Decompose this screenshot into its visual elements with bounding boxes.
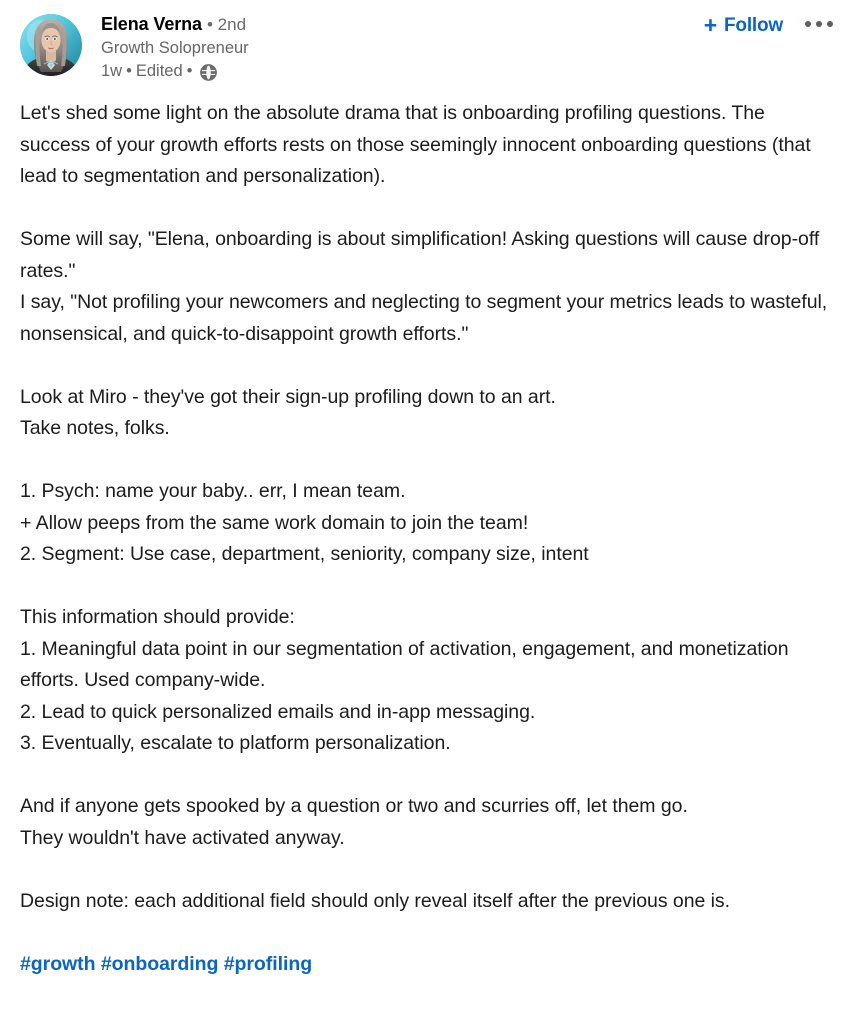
- header-actions: [704, 11, 839, 37]
- post-paragraph: Look at Miro - they've got their sign-up profiling down to an art.: [20, 385, 556, 408]
- post-content: [0, 98, 857, 980]
- ellipsis-dot: [805, 21, 811, 27]
- follow-button[interactable]: [703, 12, 783, 38]
- paragraph-spacer: [20, 854, 837, 886]
- author-name-line: [101, 13, 704, 36]
- post-list-item: 1. Meaningful data point in our segmentation of activation, engagement, and monetization efforts. Used company-wide.: [20, 637, 789, 691]
- more-options-button[interactable]: [803, 15, 835, 33]
- avatar[interactable]: [20, 14, 82, 76]
- paragraph-spacer: [20, 571, 837, 603]
- post-hashtags[interactable]: #growth #onboarding #profiling: [20, 952, 313, 975]
- paragraph-spacer: [20, 917, 837, 949]
- post-list-item: + Allow peeps from the same work domain to join the team!: [20, 511, 529, 534]
- post-paragraph: Some will say, "Elena, onboarding is about simplification! Asking questions will cause drop-off rates.": [20, 228, 820, 282]
- author-info: [101, 11, 704, 82]
- post-paragraph: They wouldn't have activated anyway.: [20, 826, 345, 849]
- author-headline: Growth Solopreneur: [101, 39, 249, 57]
- connection-degree: • 2nd: [206, 15, 247, 34]
- post-paragraph: Take notes, folks.: [20, 417, 170, 439]
- post-paragraph: Design note: each additional field should only reveal itself after the previous one is.: [20, 889, 731, 912]
- post-list-item: 3. Eventually, escalate to platform personalization.: [20, 732, 451, 754]
- post-list-item: 2. Lead to quick personalized emails and in-app messaging.: [20, 700, 536, 723]
- paragraph-spacer: [20, 445, 837, 477]
- post-meta: [101, 60, 704, 82]
- ellipsis-dot: [827, 21, 833, 27]
- post-header: [0, 0, 857, 98]
- paragraph-spacer: [20, 760, 837, 792]
- plus-icon: +: [703, 12, 718, 38]
- post-timestamp: 1w: [101, 62, 123, 80]
- post-paragraph: And if anyone gets spooked by a question or two and scurries off, let them go.: [20, 795, 688, 817]
- globe-icon: [200, 64, 217, 81]
- post-paragraph: This information should provide:: [20, 606, 295, 628]
- ellipsis-dot: [816, 21, 822, 27]
- post-list-item: 1. Psych: name your baby.. err, I mean team.: [20, 480, 406, 502]
- post-paragraph: Let's shed some light on the absolute drama that is onboarding profiling questions. The success of your growth efforts rests on those seemingly innocent onboarding questions (that lead to segmentation and personalization).: [20, 102, 811, 187]
- paragraph-spacer: [20, 350, 837, 382]
- author-name[interactable]: Elena Verna: [101, 14, 202, 34]
- meta-separator-1: •: [126, 62, 132, 80]
- meta-separator-2: •: [186, 62, 193, 80]
- follow-button-label: Follow: [724, 15, 783, 36]
- post-edited-label: Edited: [135, 62, 183, 80]
- post-paragraph: I say, "Not profiling your newcomers and neglecting to segment your metrics leads to wasteful, nonsensical, and quick-to-disappoint growth efforts.": [20, 291, 828, 345]
- paragraph-spacer: [20, 193, 837, 225]
- post-list-item: 2. Segment: Use case, department, seniority, company size, intent: [20, 543, 589, 565]
